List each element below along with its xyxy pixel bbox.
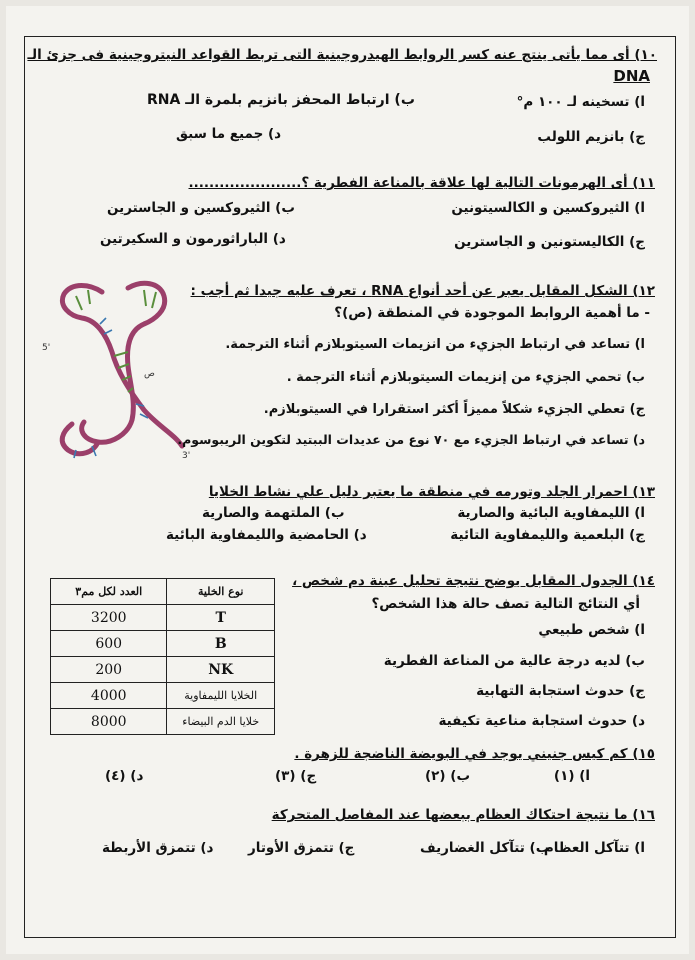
label-3-prime: 3' [182, 451, 191, 460]
col-header-count: العدد لكل مم٣ [51, 579, 167, 605]
cell-type: خلايا الدم البيضاء [167, 709, 275, 735]
q10-option-a[interactable]: ا) تسخينه لـ ١٠٠ م° [516, 94, 645, 110]
q15-option-a[interactable]: ا) (١) [553, 768, 590, 784]
q10-option-d[interactable]: د) جميع ما سبق [176, 126, 282, 142]
q14-option-c[interactable]: ج) حدوث استجابة التهابية [476, 683, 645, 699]
trna-figure [32, 264, 204, 460]
q12-option-d[interactable]: د) تساعد في ارتباط الجزيء مع ٧٠ نوع من عديدات الببتيد لتكوين الريبوسوم. [177, 432, 645, 447]
cell-type: الخلايا الليمفاوية [167, 683, 275, 709]
q10-option-c[interactable]: ج) بانزيم اللولب [537, 129, 645, 145]
cell-count: 4000 [51, 683, 167, 709]
q12-option-c[interactable]: ج) تعطي الجزيء شكلاً مميزاً أكثر استقرارا في السيتوبلازم. [263, 402, 645, 417]
question-10-text: ١٠) أى مما يأتى ينتج عنه كسر الروابط الهيدروجينية التى تربط القواعد النيتروجينية فى جزئ الـ [27, 47, 657, 63]
q11-option-c[interactable]: ج) الكاليستونين و الجاسترين [454, 234, 645, 250]
cell-count: 600 [51, 631, 167, 657]
q11-option-d[interactable]: د) الباراثورمون و السكيرتين [100, 231, 286, 247]
q11-option-a[interactable]: ا) الثيروكسين و الكالسيتونين [451, 200, 645, 216]
question-10-text-cont: DNA [613, 67, 650, 85]
q12-option-a[interactable]: ا) تساعد في ارتباط الجزيء من انزيمات السيتوبلازم أثناء الترجمة. [225, 337, 645, 352]
q16-option-d[interactable]: د) تتمزق الأربطة [102, 840, 214, 856]
q13-option-b[interactable]: ب) الملتهمة والصارية [202, 505, 345, 521]
q14-option-d[interactable]: د) حدوث استجابة مناعية تكيفية [438, 713, 645, 729]
question-16 [272, 807, 655, 823]
q16-option-b[interactable]: ب) تتآكل الغضاريف [420, 840, 550, 856]
cell-count: 3200 [51, 605, 167, 631]
table-header-row [51, 579, 275, 605]
label-region: ص [144, 369, 155, 379]
cell-type: NK [167, 657, 275, 683]
question-12 [191, 283, 655, 299]
question-11 [189, 175, 656, 191]
table-row [51, 709, 275, 735]
table-row [51, 631, 275, 657]
q15-option-b[interactable]: ب) (٢) [425, 768, 471, 784]
question-11-text: ١١) أى الهرمونات التالية لها علاقة بالمناعة الفطرية ؟...................... [188, 175, 655, 191]
label-5-prime: 5' [42, 343, 51, 353]
q12-subquestion: - ما أهمية الروابط الموجودة في المنطقة (ص)؟ [334, 305, 650, 321]
question-16-text: ١٦) ما نتيجة احتكاك العظام ببعضها عند المفاصل المتحركة [271, 807, 655, 823]
cell-type: B [167, 631, 275, 657]
cell-count: 8000 [51, 709, 167, 735]
question-13-text: ١٣) احمرار الجلد وتورمه في منطقة ما يعتبر دليل علي نشاط الخلايا [208, 484, 655, 500]
question-14-text: ١٤) الجدول المقابل يوضح نتيجة تحليل عينة دم شخص ، [292, 573, 655, 589]
q15-option-d[interactable]: د) (٤) [105, 768, 144, 784]
q12-option-b[interactable]: ب) تحمي الجزيء من إنزيمات السيتوبلازم أثناء الترجمة . [286, 370, 645, 385]
question-13 [209, 484, 655, 500]
table-row [51, 683, 275, 709]
question-12-text: ١٢) الشكل المقابل يعبر عن أحد أنواع RNA ، تعرف عليه جيدا ثم أجب : [190, 283, 655, 299]
table-row [51, 657, 275, 683]
cell-type: T [167, 605, 275, 631]
col-header-type: نوع الخلية [167, 579, 275, 605]
cell-count: 200 [51, 657, 167, 683]
q13-option-a[interactable]: ا) الليمفاوية البائية والصارية [457, 505, 645, 521]
q13-option-c[interactable]: ج) البلعمية والليمفاوية التائية [450, 527, 645, 543]
q14-subquestion: أي النتائج التالية تصف حالة هذا الشخص؟ [371, 596, 640, 612]
blood-cell-table [50, 578, 275, 735]
question-14 [292, 573, 655, 589]
q15-option-c[interactable]: ج) (٣) [275, 768, 317, 784]
q14-option-b[interactable]: ب) لديه درجة عالية من المناعة الفطرية [383, 653, 645, 669]
q13-option-d[interactable]: د) الحامضية والليمفاوية البائية [166, 527, 367, 543]
q10-option-b[interactable]: ب) ارتباط المحفز بانزيم بلمرة الـ RNA [147, 92, 415, 108]
q16-option-c[interactable]: ج) تتمزق الأوتار [248, 840, 355, 856]
question-10 [27, 47, 657, 63]
q14-option-a[interactable]: ا) شخص طبيعي [538, 622, 645, 638]
question-15-text: ١٥) كم كيس جنيني يوجد في البويضة الناضجة للزهرة . [294, 746, 655, 762]
q11-option-b[interactable]: ب) الثيروكسين و الجاسترين [107, 200, 295, 216]
table-row [51, 605, 275, 631]
q16-option-a[interactable]: ا) تتآكل العظام [543, 840, 645, 856]
trna-backbone [62, 283, 182, 453]
question-15 [294, 746, 655, 762]
